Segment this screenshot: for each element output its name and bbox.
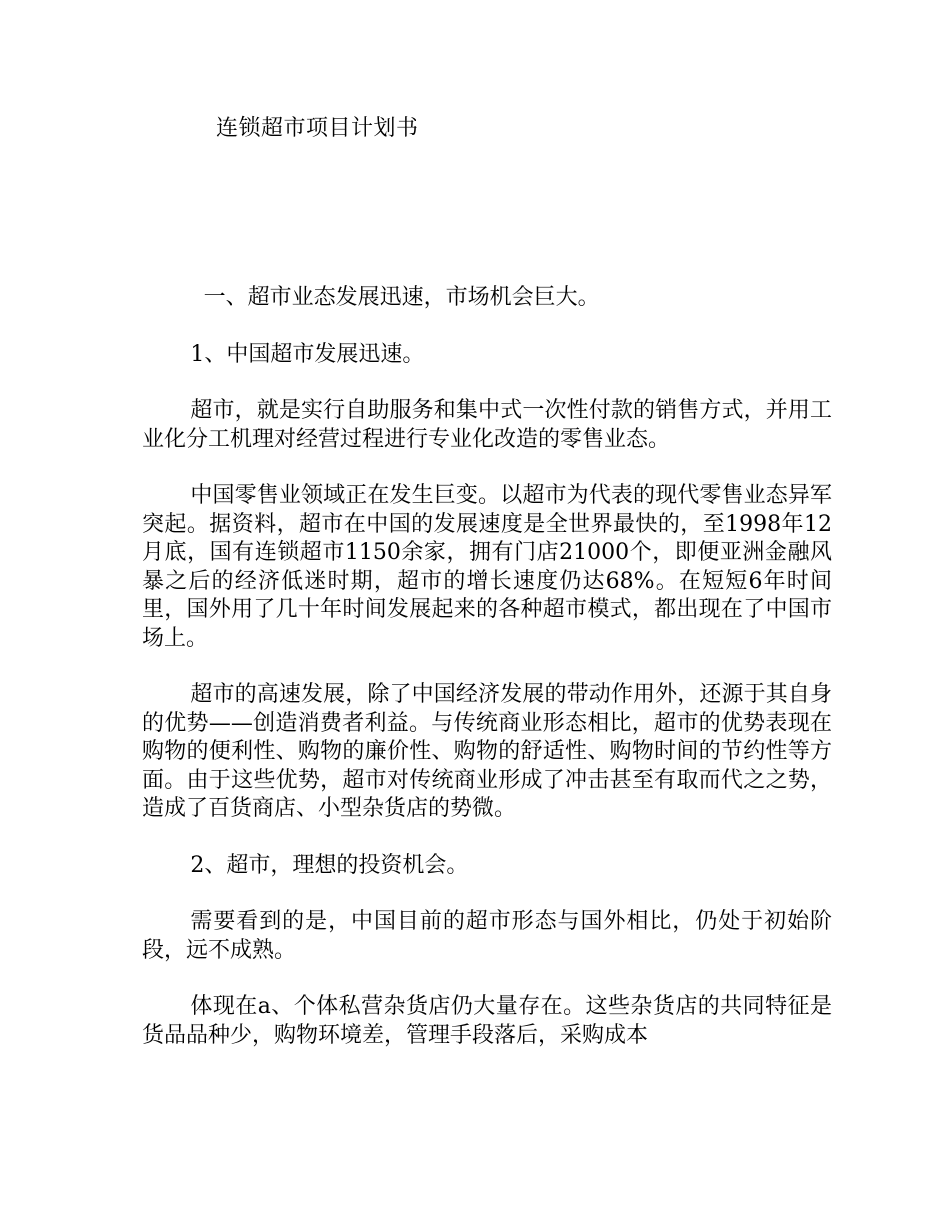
document-title: 连锁超市项目计划书 [216, 116, 419, 141]
section-heading: 一、超市业态发展迅速，市场机会巨大。 [203, 285, 600, 310]
body-paragraph: 超市，就是实行自助服务和集中式一次性付款的销售方式，并用工业化分工机理对经营过程进行专业化改造的零售业态。 [142, 398, 832, 452]
body-paragraph: 中国零售业领域正在发生巨变。以超市为代表的现代零售业态异军突起。据资料，超市在中国的发展速度是全世界最快的，至1998年12月底，国有连锁超市1150余家，拥有门店21000个，即便亚洲金融风暴之后的经济低迷时期，超市的增长速度仍达68%。在短短6年时间里，国外用了几十年时间发展起来的各种超市模式，都出现在了中国市场上。 [142, 483, 832, 651]
subsection-heading: 2、超市，理想的投资机会。 [190, 852, 469, 878]
body-paragraph: 需要看到的是，中国目前的超市形态与国外相比，仍处于初始阶段，远不成熟。 [142, 909, 832, 963]
subsection-heading: 1、中国超市发展迅速。 [190, 341, 425, 367]
body-paragraph: 超市的高速发展，除了中国经济发展的带动作用外，还源于其自身的优势——创造消费者利益。与传统商业形态相比，超市的优势表现在购物的便利性、购物的廉价性、购物的舒适性、购物时间的节约性等方面。由于这些优势，超市对传统商业形成了冲击甚至有取而代之之势，造成了百货商店、小型杂货店的势微。 [142, 682, 832, 821]
document-body [142, 284, 832, 1078]
body-paragraph: 体现在a、个体私营杂货店仍大量存在。这些杂货店的共同特征是货品品种少，购物环境差，管理手段落后，采购成本 [142, 994, 832, 1048]
